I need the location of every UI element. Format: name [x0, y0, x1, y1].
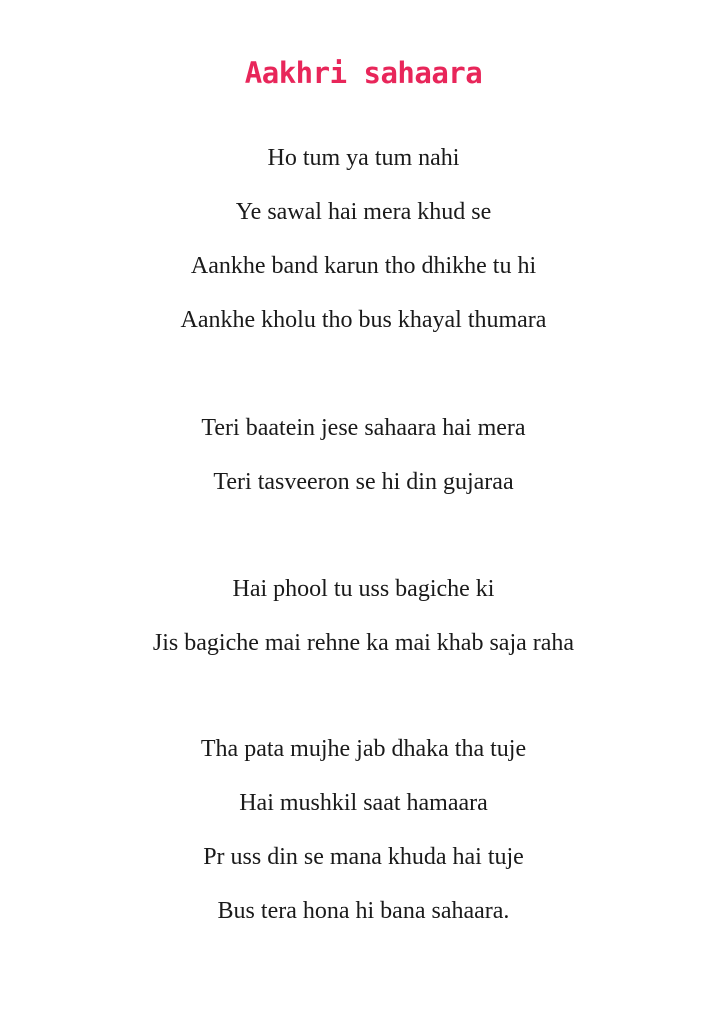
poem-line: Hai mushkil saat hamaara: [239, 790, 488, 816]
poem-line: Tha pata mujhe jab dhaka tha tuje: [200, 736, 527, 762]
poem-line: Teri baatein jese sahaara hai mera: [201, 415, 526, 441]
poem-line: Ho tum ya tum nahi: [267, 145, 460, 171]
poem-line: Pr uss din se mana khuda hai tuje: [203, 844, 524, 870]
poem-line: Ye sawal hai mera khud se: [235, 199, 492, 225]
poem-line: Teri tasveeron se hi din gujaraa: [213, 469, 514, 495]
poem-line: Bus tera hona hi bana sahaara.: [217, 898, 510, 924]
poem-line: Aankhe band karun tho dhikhe tu hi: [190, 253, 537, 279]
poem-line: Aankhe kholu tho bus khayal thumara: [180, 307, 547, 333]
poem-title: Aakhri sahaara: [244, 56, 483, 90]
poem-line: Jis bagiche mai rehne ka mai khab saja raha: [152, 630, 575, 656]
poem-line: Hai phool tu uss bagiche ki: [232, 576, 495, 602]
